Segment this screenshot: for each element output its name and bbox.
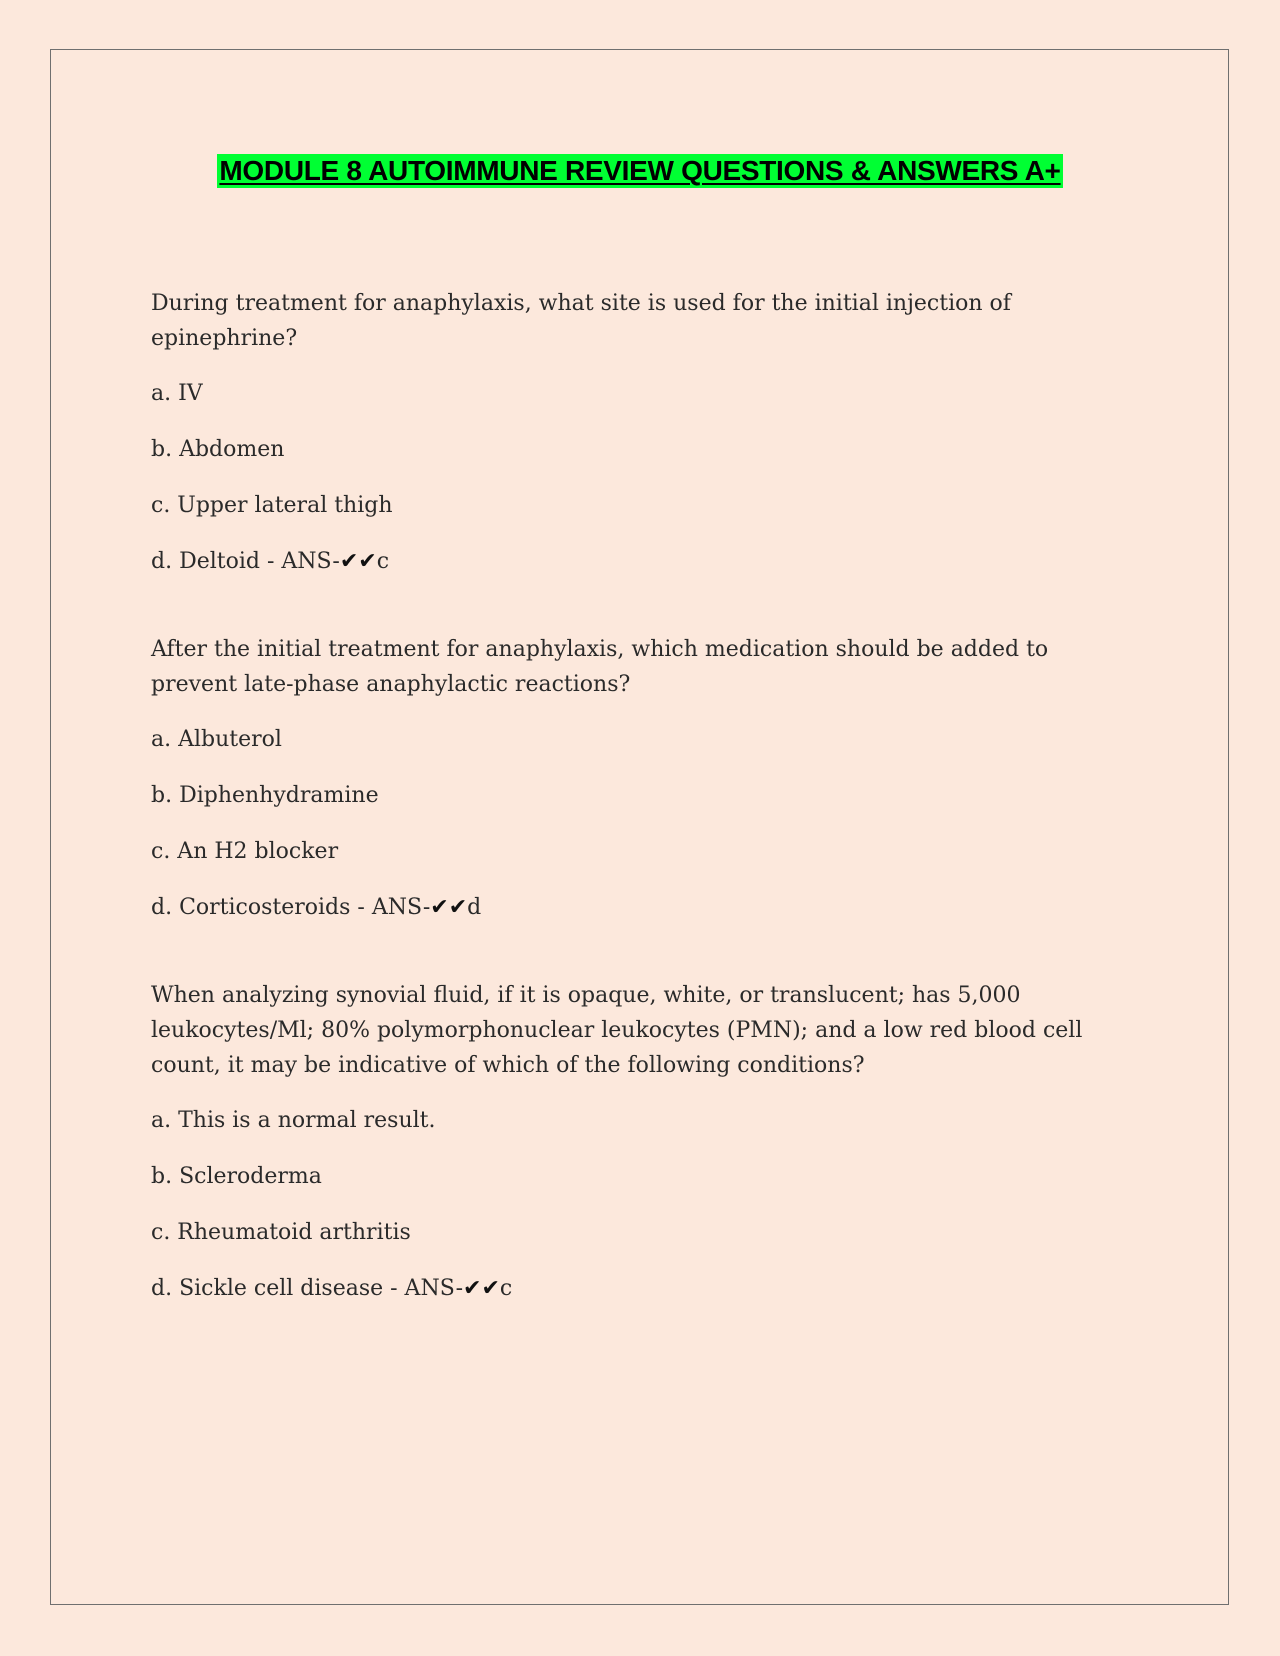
answer-option-a: a. Albuterol	[151, 727, 282, 752]
answer-option-c: c. Rheumatoid arthritis	[151, 1220, 411, 1245]
answer-option-d-text: d. Deltoid - ANS-	[151, 549, 340, 574]
answer-option-d-text: d. Sickle cell disease - ANS-	[151, 1276, 464, 1301]
answer-option-d	[151, 544, 1111, 579]
answer-option-d	[151, 890, 1111, 925]
correct-answer-letter: c	[376, 549, 390, 574]
answer-option-a: a. This is a normal result.	[151, 1108, 436, 1133]
answer-option-c: c. An H2 blocker	[151, 839, 339, 864]
correct-answer-letter: c	[499, 1276, 513, 1301]
checkmark-icon: ✔✔	[430, 895, 468, 920]
correct-answer-letter: d	[467, 895, 482, 920]
question-text: When analyzing synovial fluid, if it is opaque, white, or translucent; has 5,000 leukocytes/Ml; 80% polymorphonuclear leukocytes (PMN); and a low red blood cell count, it may be indicative of which of the following conditions?	[151, 983, 1083, 1078]
title-container	[0, 154, 1280, 188]
question-text: During treatment for anaphylaxis, what site is used for the initial injection of epinephrine?	[151, 291, 1011, 351]
question-block-3	[151, 978, 1111, 1306]
answer-option-d	[151, 1271, 1111, 1306]
checkmark-icon: ✔✔	[463, 1276, 500, 1301]
answer-option-b: b. Abdomen	[151, 437, 285, 462]
checkmark-icon: ✔✔	[339, 549, 377, 574]
questions-container	[151, 286, 1111, 1359]
answer-option-b: b. Diphenhydramine	[151, 783, 379, 808]
answer-option-d-text: d. Corticosteroids - ANS-	[151, 895, 431, 920]
answer-option-c: c. Upper lateral thigh	[151, 493, 393, 518]
document-title: MODULE 8 AUTOIMMUNE REVIEW QUESTIONS & ANSWERS A+	[219, 155, 1061, 186]
question-text: After the initial treatment for anaphylaxis, which medication should be added to prevent late-phase anaphylactic reactions?	[151, 637, 1049, 697]
question-block-2	[151, 632, 1111, 925]
answer-option-a: a. IV	[151, 381, 203, 406]
answer-option-b: b. Scleroderma	[151, 1164, 322, 1189]
question-block-1	[151, 286, 1111, 579]
